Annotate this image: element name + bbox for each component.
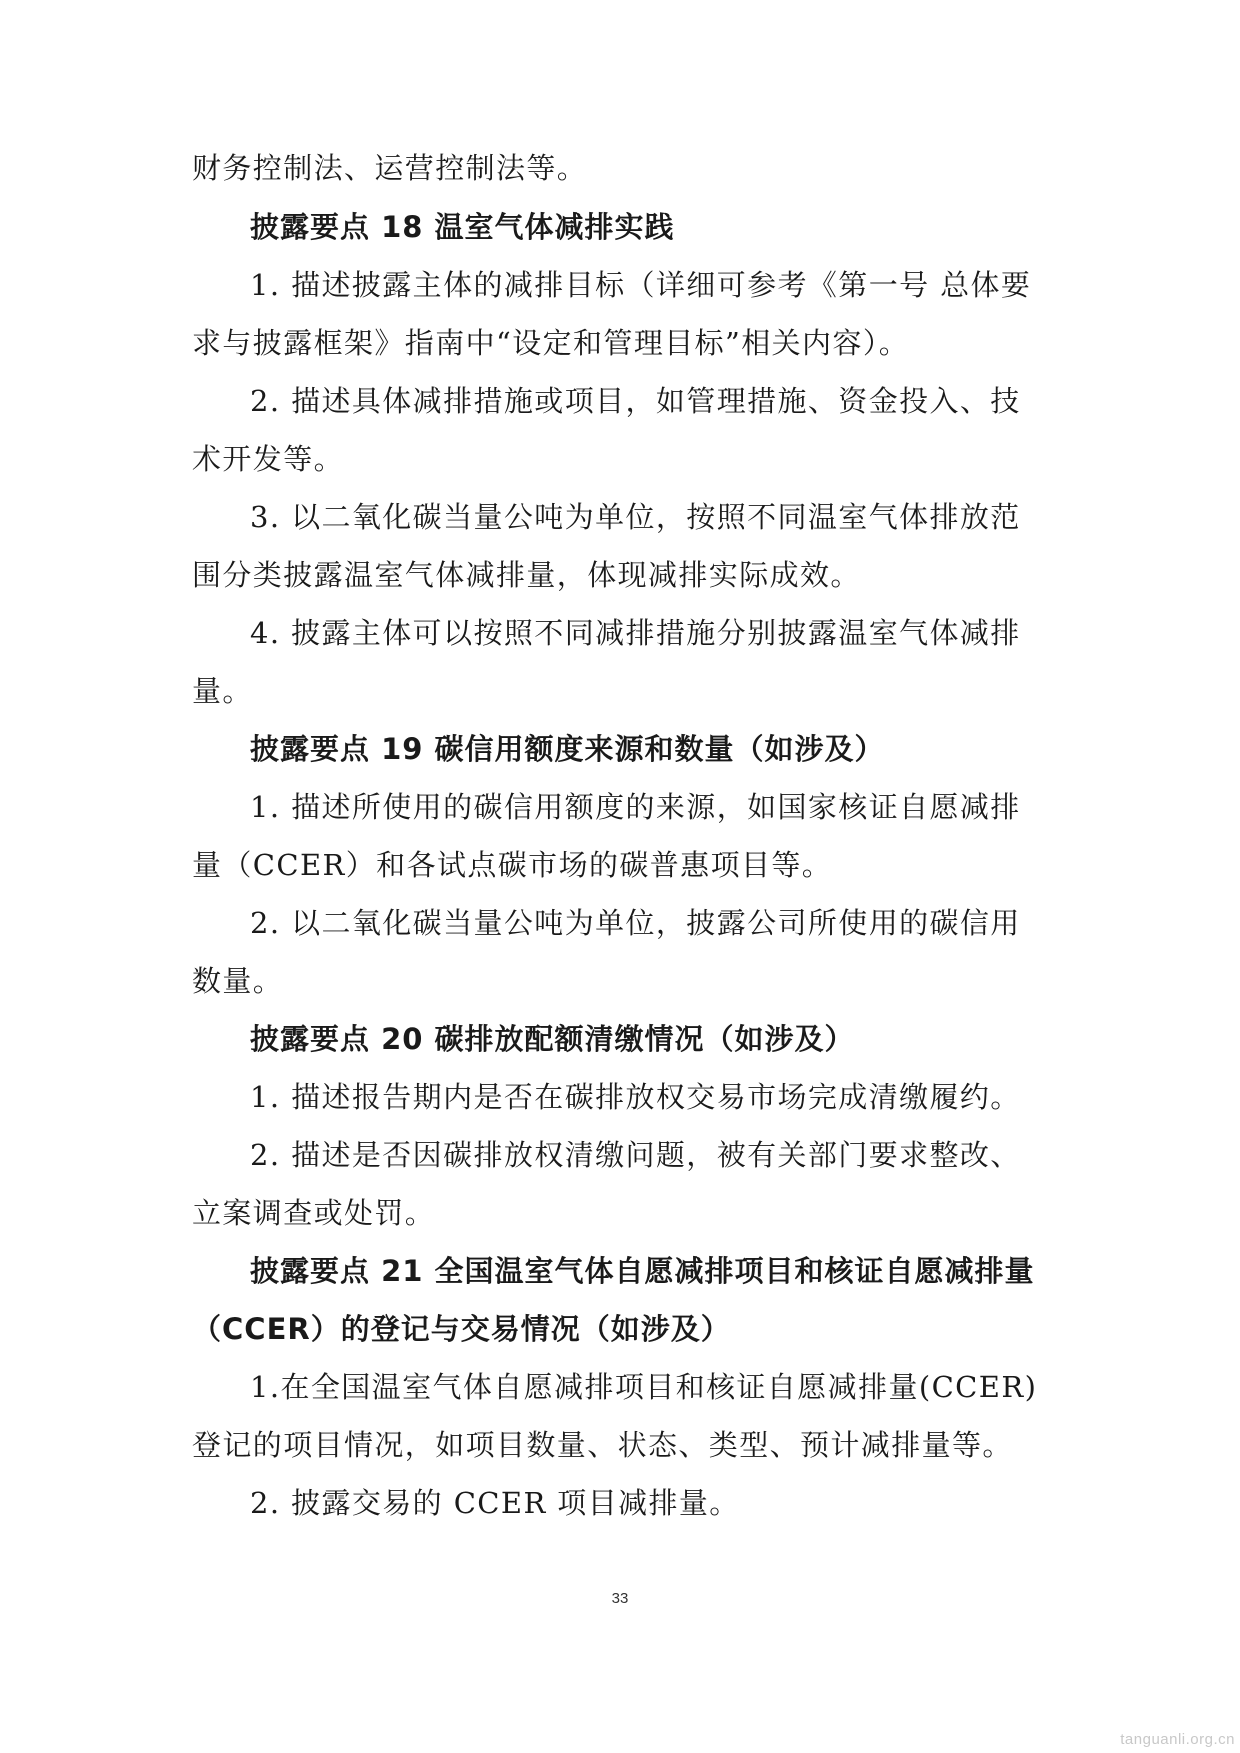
text-line: 1. 描述报告期内是否在碳排放权交易市场完成清缴履约。 [250,1080,1021,1114]
text-line: 1.在全国温室气体自愿减排项目和核证自愿减排量(CCER) [250,1370,1038,1404]
text-line: 1. 描述披露主体的减排目标（详细可参考《第一号 总体要 [250,268,1032,302]
text-line: 登记的项目情况，如项目数量、状态、类型、预计减排量等。 [192,1428,1013,1462]
text-line: 4. 披露主体可以按照不同减排措施分别披露温室气体减排 [250,616,1021,650]
text-line: 围分类披露温室气体减排量，体现减排实际成效。 [192,558,861,592]
text-line: 3. 以二氧化碳当量公吨为单位，按照不同温室气体排放范 [250,500,1021,534]
section-heading: 披露要点 20 碳排放配额清缴情况（如涉及） [250,1022,855,1056]
text-line: 2. 描述具体减排措施或项目，如管理措施、资金投入、技 [250,384,1021,418]
text-line: 术开发等。 [192,442,345,476]
text-line: 量（CCER）和各试点碳市场的碳普惠项目等。 [192,848,833,882]
section-heading: 披露要点 21 全国温室气体自愿减排项目和核证自愿减排量 [250,1254,1035,1288]
text-line: 求与披露框架》指南中“设定和管理目标”相关内容）。 [192,326,910,360]
text-line: 数量。 [192,964,284,998]
text-line: 2. 以二氧化碳当量公吨为单位，披露公司所使用的碳信用 [250,906,1021,940]
text-line: 2. 描述是否因碳排放权清缴问题，被有关部门要求整改、 [250,1138,1021,1172]
text-line: 立案调查或处罚。 [192,1196,436,1230]
watermark: tanguanli.org.cn [1120,1731,1235,1748]
page-number: 33 [611,1590,629,1607]
text-line: 1. 描述所使用的碳信用额度的来源，如国家核证自愿减排 [250,790,1021,824]
text-line: 财务控制法、运营控制法等。 [192,151,588,185]
text-line: 量。 [192,674,253,708]
section-heading-continued: （CCER）的登记与交易情况（如涉及） [192,1312,731,1346]
section-heading: 披露要点 18 温室气体减排实践 [250,210,675,244]
section-heading: 披露要点 19 碳信用额度来源和数量（如涉及） [250,732,885,766]
text-line: 2. 披露交易的 CCER 项目减排量。 [250,1486,740,1520]
